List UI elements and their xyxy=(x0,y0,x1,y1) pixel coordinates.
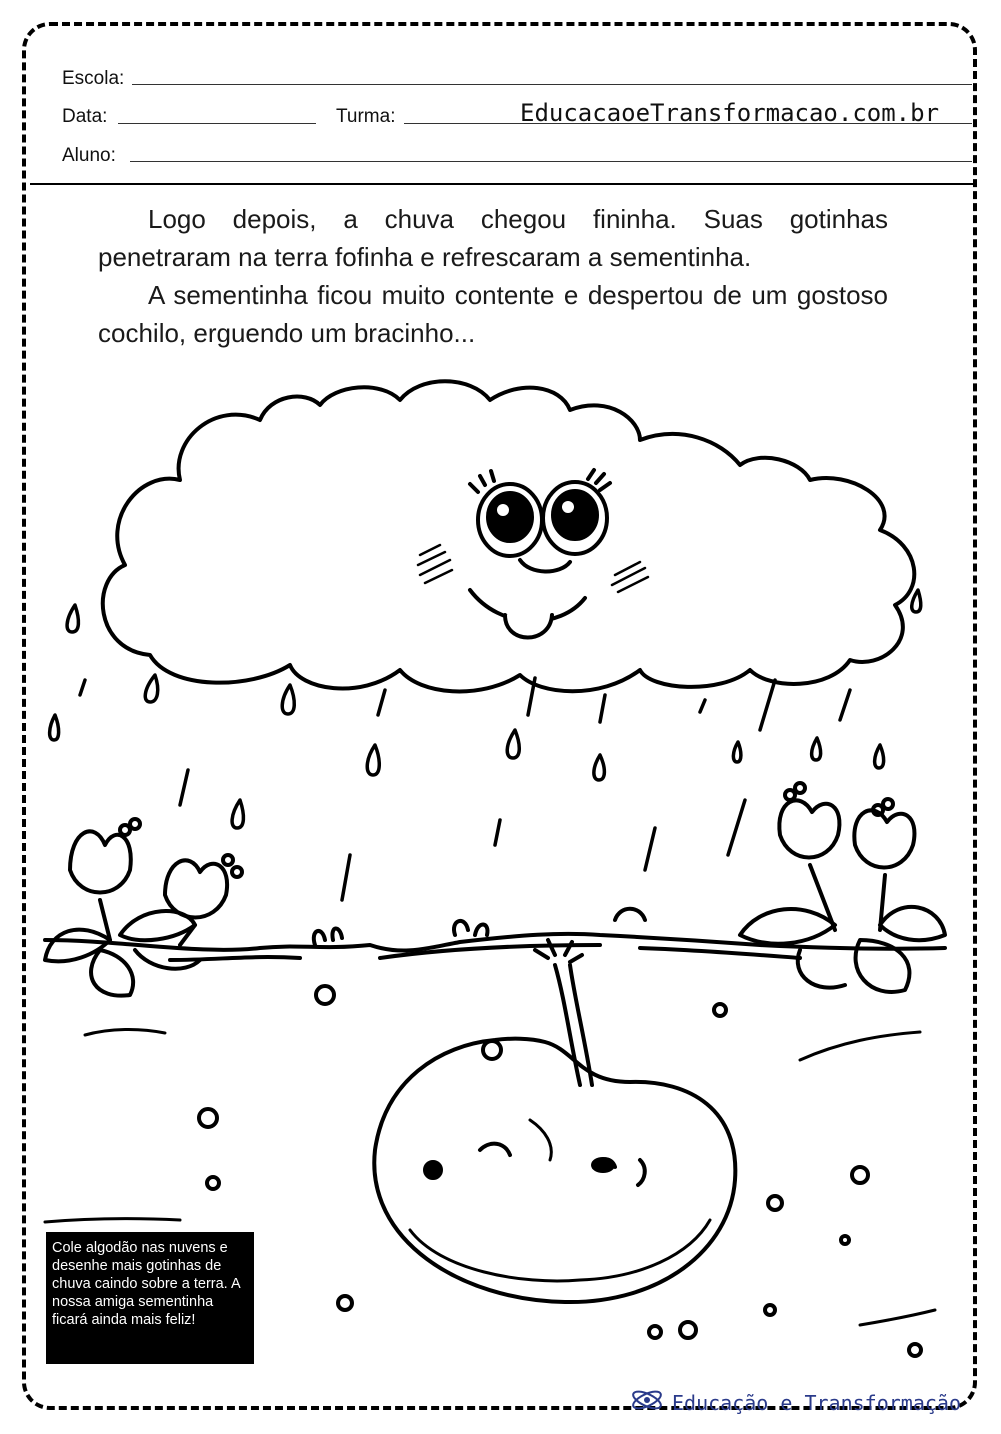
instruction-box: Cole algodão nas nuvens e desenhe mais gotinhas de chuva caindo sobre a terra. A nossa amiga sementinha ficará ainda mais feliz! xyxy=(46,1232,254,1364)
class-label: Turma: xyxy=(336,106,396,127)
story-paragraph-1: Logo depois, a chuva chegou fininha. Suas gotinhas penetraram na terra fofinha e refrescaram a sementinha. xyxy=(98,204,888,272)
date-label: Data: xyxy=(62,106,108,127)
seed-sprout xyxy=(555,965,592,1085)
story-paragraph-2: A sementinha ficou muito contente e despertou de um gostoso cochilo, erguendo um bracinho... xyxy=(98,280,888,348)
atom-logo-icon xyxy=(630,1386,664,1419)
school-label: Escola: xyxy=(62,68,125,89)
flowers-left xyxy=(45,819,242,996)
flowers-right xyxy=(740,783,945,992)
student-label: Aluno: xyxy=(62,145,116,166)
brand-name: Educação e Transformação xyxy=(672,1390,961,1415)
website-url: EducacaoeTransformacao.com.br xyxy=(520,99,940,127)
footer-brand xyxy=(630,1386,961,1419)
raindrops xyxy=(50,590,921,900)
